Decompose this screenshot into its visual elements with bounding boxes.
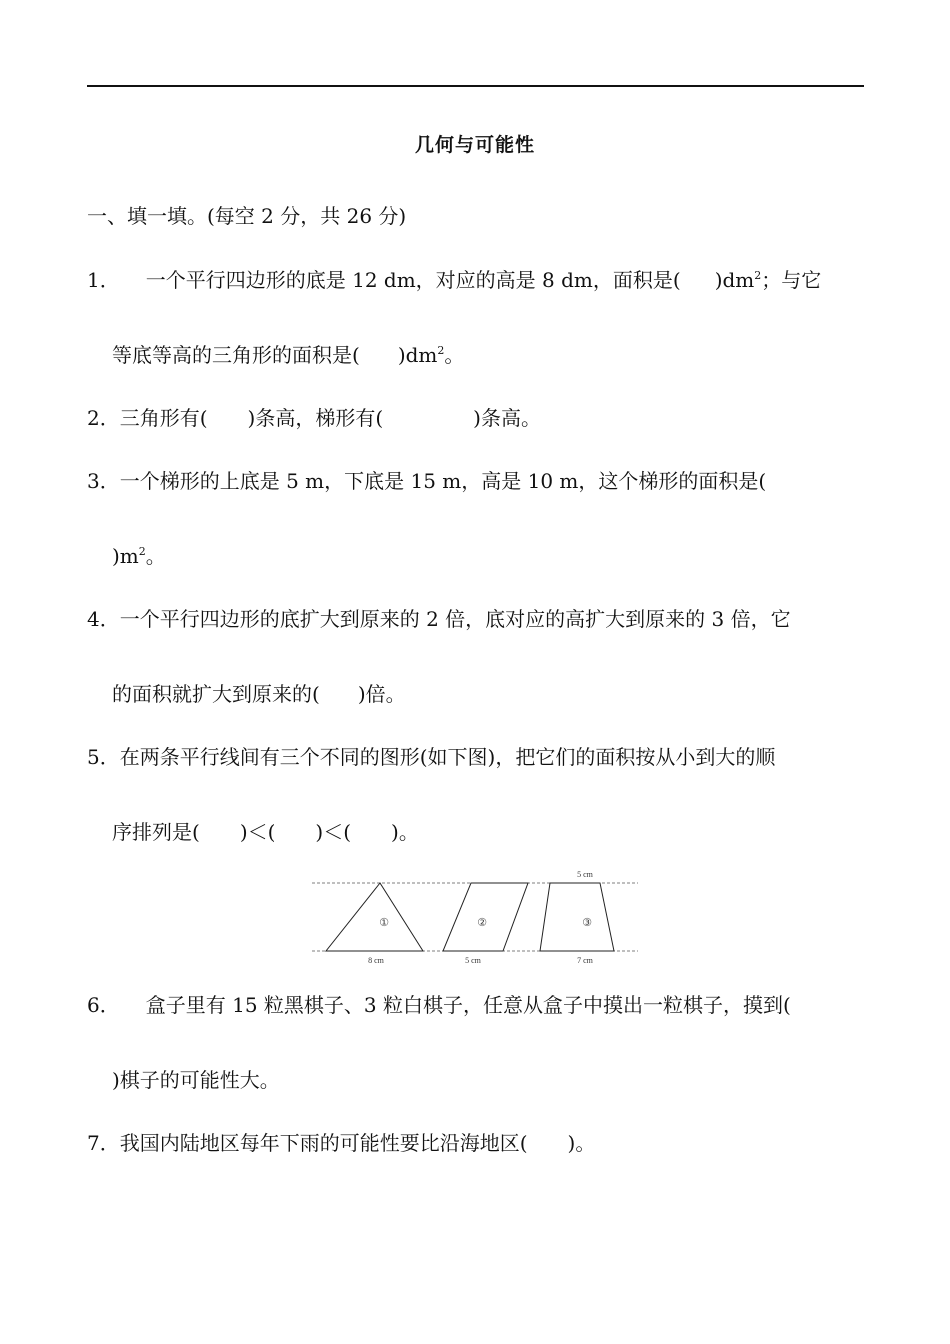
question-number: 4． <box>87 607 120 631</box>
question-text: 在两条平行线间有三个不同的图形(如下图)，把它们的面积按从小到大的顺 <box>119 745 776 769</box>
triangle-base-label: 8 cm <box>368 956 384 965</box>
question-2 <box>87 404 541 432</box>
question-number: 2． <box>87 406 120 430</box>
question-text: )＜( <box>239 820 276 844</box>
question-text: 等底等高的三角形的面积是( <box>112 343 360 367</box>
question-text: 盒子里有 15 粒黑棋子、3 粒白棋子，任意从盒子中摸出一粒棋子，摸到( <box>145 993 791 1017</box>
question-text: 一个平行四边形的底扩大到原来的 2 倍，底对应的高扩大到原来的 3 倍，它 <box>119 607 791 631</box>
question-7 <box>87 1129 595 1157</box>
question-6-line-1 <box>87 991 791 1019</box>
question-text: 一个平行四边形的底是 12 dm，对应的高是 8 dm，面积是( <box>145 268 681 292</box>
shape-label-2: ② <box>477 916 487 929</box>
question-text: 一个梯形的上底是 5 m，下底是 15 m，高是 10 m，这个梯形的面积是( <box>119 469 767 493</box>
superscript: 2 <box>138 545 146 558</box>
question-number: 7． <box>87 1131 120 1155</box>
page-title: 几何与可能性 <box>414 134 535 156</box>
question-text: ；与它 <box>761 268 822 292</box>
question-text: )棋子的可能性大。 <box>112 1068 280 1092</box>
shape-label-3: ③ <box>582 916 592 929</box>
section-heading: 一、填一填。(每空 2 分，共 26 分) <box>87 204 407 228</box>
question-text: )m <box>112 544 139 568</box>
question-number: 6． <box>87 993 120 1017</box>
parallelogram-base-label: 5 cm <box>465 956 481 965</box>
question-4-line-1 <box>87 605 791 633</box>
question-text: )。 <box>567 1131 596 1155</box>
top-rule <box>87 85 864 87</box>
question-number: 5． <box>87 745 120 769</box>
question-3-line-2 <box>112 542 166 570</box>
question-text: 。 <box>444 343 465 367</box>
question-1-line-1 <box>87 266 821 294</box>
question-text: )dm <box>714 268 755 292</box>
question-text: 三角形有( <box>119 406 208 430</box>
question-number: 1． <box>87 268 120 292</box>
question-text: )条高，梯形有( <box>247 406 384 430</box>
question-text: 。 <box>145 544 166 568</box>
superscript: 2 <box>437 344 445 357</box>
question-text: )＜( <box>315 820 352 844</box>
trapezoid-shape <box>540 883 614 951</box>
trapezoid-bottom-label: 7 cm <box>577 956 593 965</box>
shapes-figure <box>310 868 640 968</box>
question-text: )倍。 <box>357 682 406 706</box>
question-text: 的面积就扩大到原来的( <box>112 682 320 706</box>
question-text: )dm <box>397 343 438 367</box>
question-5-line-1 <box>87 743 775 771</box>
question-6-line-2 <box>112 1066 280 1094</box>
question-text: )条高。 <box>473 406 541 430</box>
question-text: 我国内陆地区每年下雨的可能性要比沿海地区( <box>119 1131 528 1155</box>
question-4-line-2 <box>112 680 406 708</box>
shape-label-1: ① <box>379 916 389 929</box>
question-1-line-2 <box>112 341 464 369</box>
question-3-line-1 <box>87 467 766 495</box>
question-5-line-2 <box>112 818 419 846</box>
question-text: )。 <box>391 820 419 844</box>
triangle-shape <box>326 883 423 951</box>
superscript: 2 <box>754 269 762 282</box>
question-text: 序排列是( <box>112 820 200 844</box>
trapezoid-top-label: 5 cm <box>577 870 593 879</box>
question-number: 3． <box>87 469 120 493</box>
